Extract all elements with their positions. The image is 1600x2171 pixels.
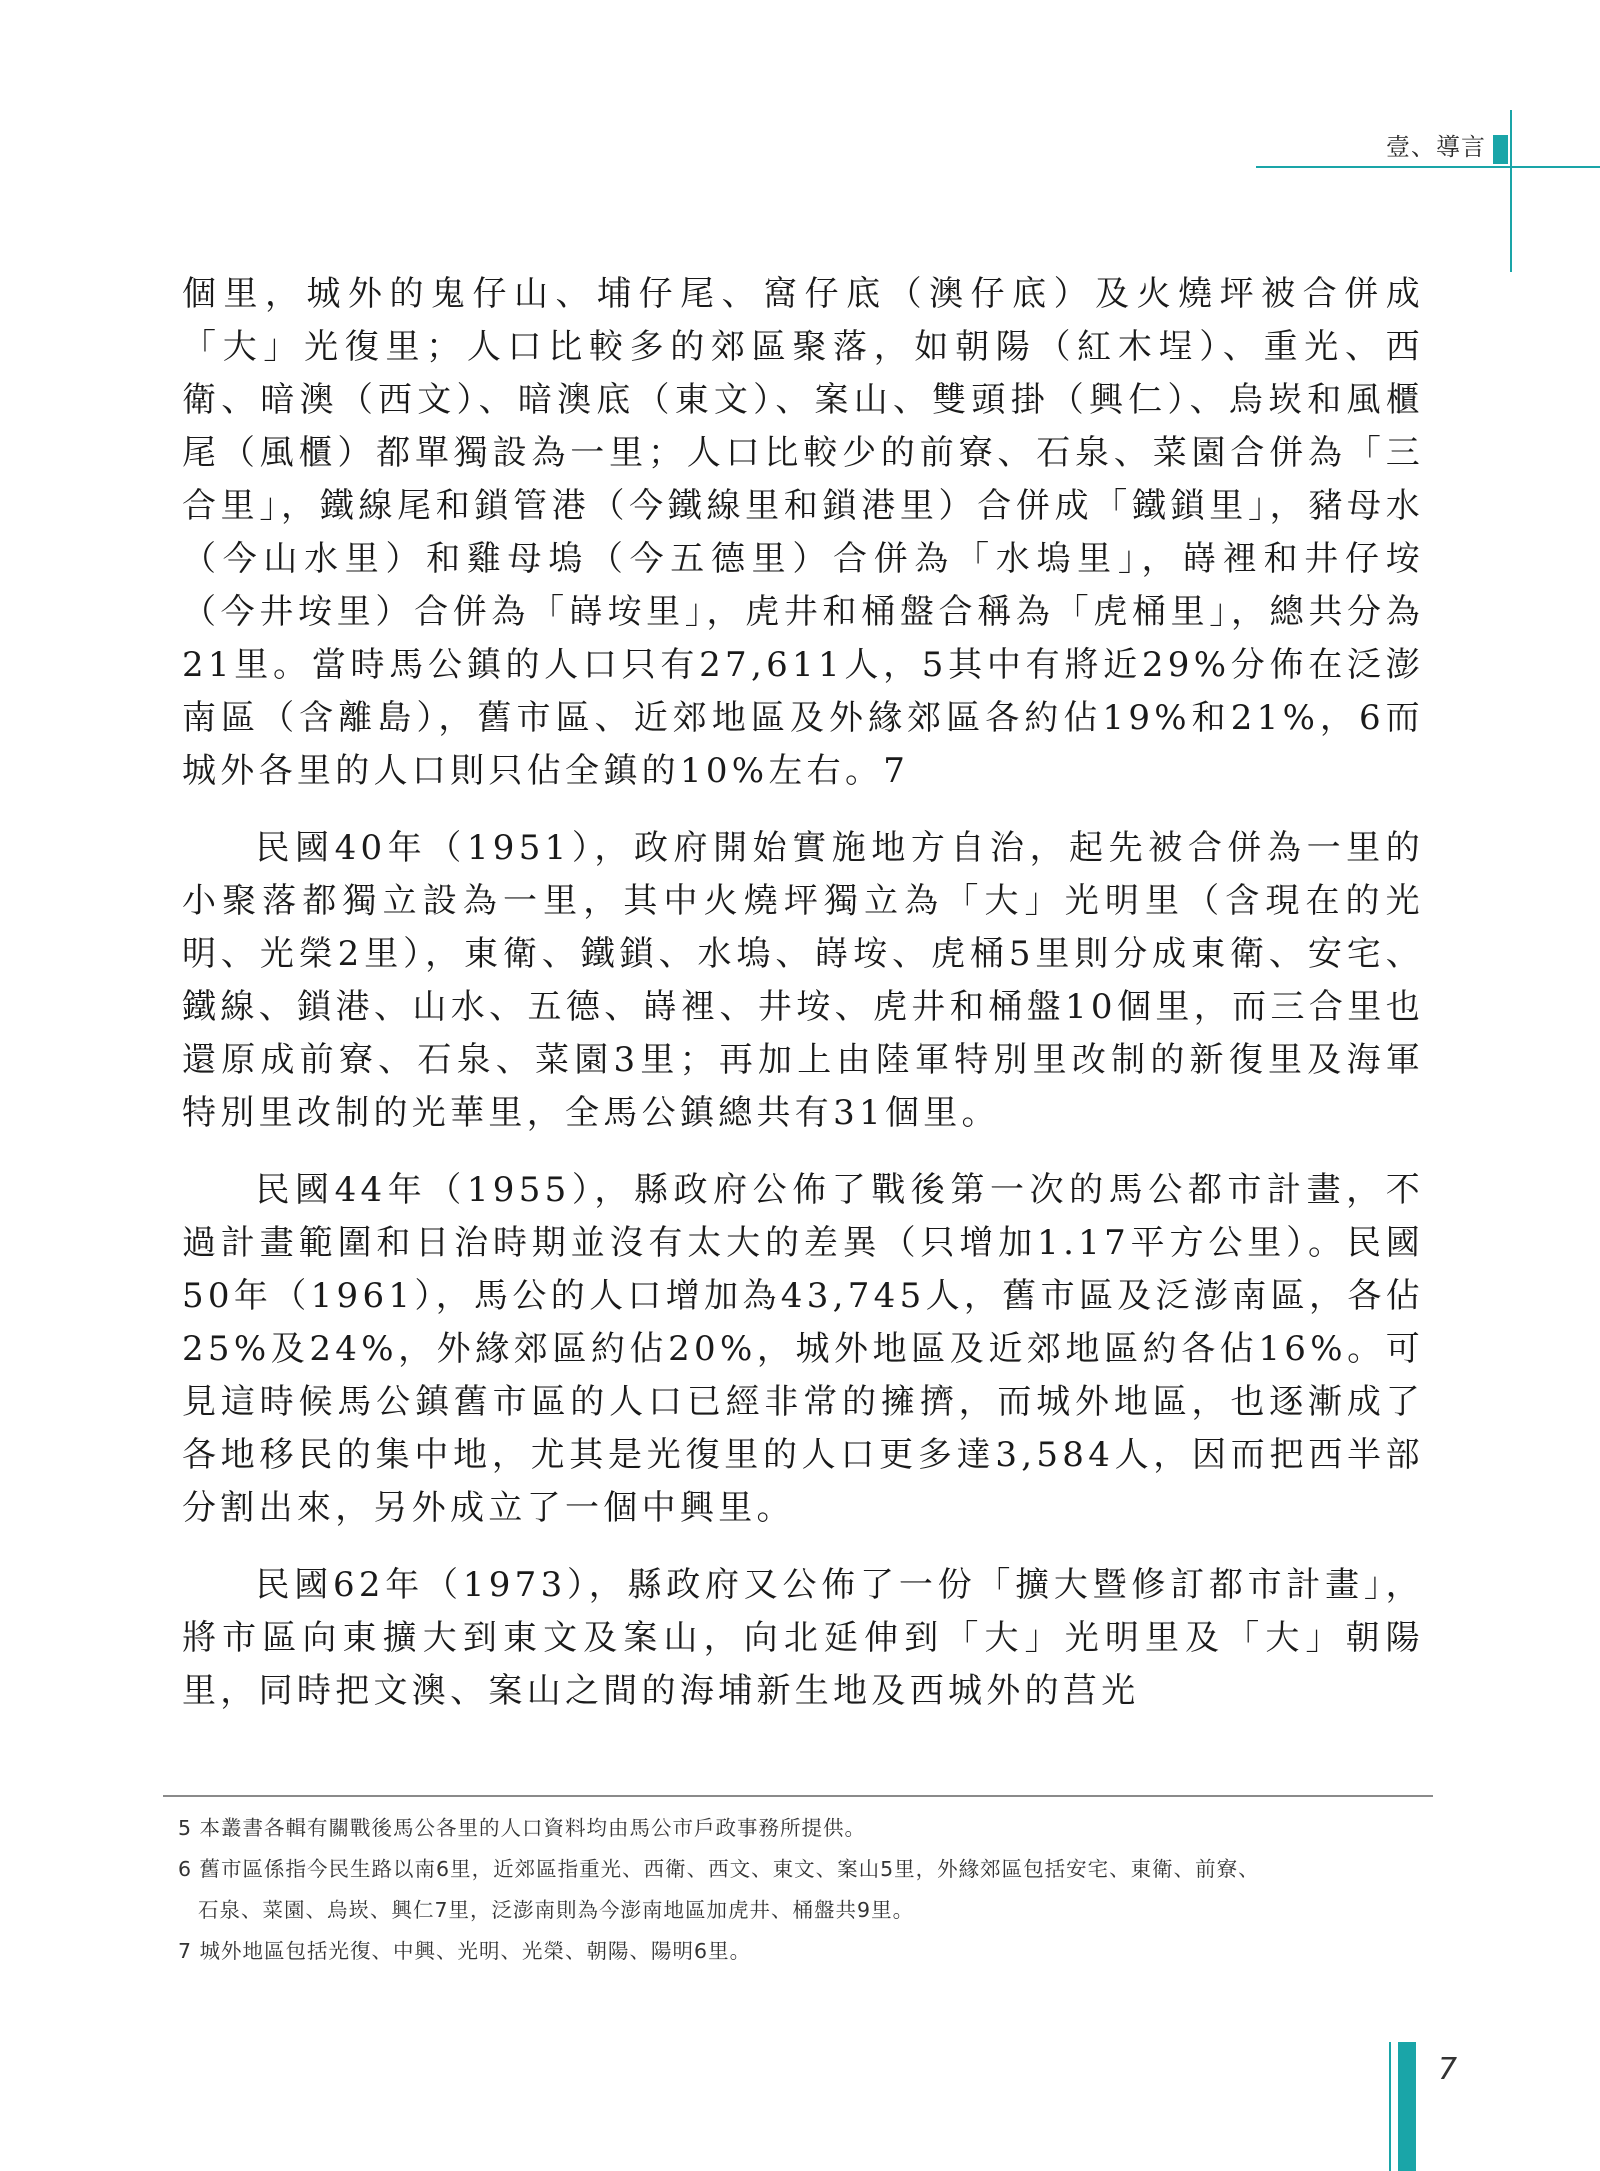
body-text (182, 268, 1424, 1718)
footnote-continuation: 石泉、菜園、烏崁、興仁7里，泛澎南則為今澎南地區加虎井、桶盤共9里。 (198, 1898, 915, 1922)
footnote: 5 本叢書各輯有關戰後馬公各里的人口資料均由馬公市戶政事務所提供。 (178, 1816, 867, 1840)
header-vertical-rule (1510, 110, 1512, 272)
header-accent-bar (1493, 135, 1508, 164)
page-number-rule (1389, 2042, 1391, 2171)
paragraph: 民國40年（1951），政府開始實施地方自治，起先被合併為一里的小聚落都獨立設為一里，其中火燒坪獨立為「大」光明里（含現在的光明、光榮2里），東衛、鐵鎖、水塢、嵵垵、虎桶5里則分成東衛、安宅、鐵線、鎖港、山水、五德、嵵裡、井垵、虎井和桶盤10個里，而三合里也還原成前寮、石泉、菜園3里；再加上由陸軍特別里改制的新復里及海軍特別里改制的光華里，全馬公鎮總共有31個里。 (182, 828, 1424, 1133)
header-rule (1256, 166, 1600, 168)
paragraph: 民國44年（1955），縣政府公佈了戰後第一次的馬公都市計畫，不過計畫範圍和日治時期並沒有太大的差異（只增加1.17平方公里）。民國50年（1961），馬公的人口增加為43,745人，舊市區及泛澎南區，各佔25%及24%，外緣郊區約佔20%，城外地區及近郊地區約各佔16%。可見這時候馬公鎮舊市區的人口已經非常的擁擠，而城外地區，也逐漸成了各地移民的集中地，尤其是光復里的人口更多達3,584人，因而把西半部分割出來，另外成立了一個中興里。 (182, 1170, 1424, 1528)
footnote: 7 城外地區包括光復、中興、光明、光榮、朝陽、陽明6里。 (178, 1939, 752, 1963)
page-number: 7 (1438, 2052, 1458, 2087)
chapter-title: 壹、導言 (1386, 133, 1486, 161)
footnote-rule (163, 1795, 1433, 1797)
paragraph: 民國62年（1973），縣政府又公佈了一份「擴大暨修訂都市計畫」，將市區向東擴大到東文及案山，向北延伸到「大」光明里及「大」朝陽里，同時把文澳、案山之間的海埔新生地及西城外的莒光 (182, 1565, 1424, 1711)
footnotes (178, 1808, 1428, 1972)
footnote: 6 舊市區係指今民生路以南6里，近郊區指重光、西衛、西文、東文、案山5里，外緣郊區包括安宅、東衛、前寮、 (178, 1857, 1260, 1881)
page-number-accent-bar (1398, 2042, 1416, 2171)
paragraph: 個里，城外的鬼仔山、埔仔尾、窩仔底（澳仔底）及火燒坪被合併成「大」光復里；人口比較多的郊區聚落，如朝陽（紅木埕）、重光、西衛、暗澳（西文）、暗澳底（東文）、案山、雙頭掛（興仁）、烏崁和風櫃尾（風櫃）都單獨設為一里；人口比較少的前寮、石泉、菜園合併為「三合里」，鐵線尾和鎖管港（今鐵線里和鎖港里）合併成「鐵鎖里」，豬母水（今山水里）和雞母塢（今五德里）合併為「水塢里」，嵵裡和井仔垵（今井垵里）合併為「嵵垵里」，虎井和桶盤合稱為「虎桶里」，總共分為21里。當時馬公鎮的人口只有27,611人，5其中有將近29%分佈在泛澎南區（含離島），舊市區、近郊地區及外緣郊區各約佔19%和21%，6而城外各里的人口則只佔全鎮的10%左右。7 (182, 274, 1424, 791)
